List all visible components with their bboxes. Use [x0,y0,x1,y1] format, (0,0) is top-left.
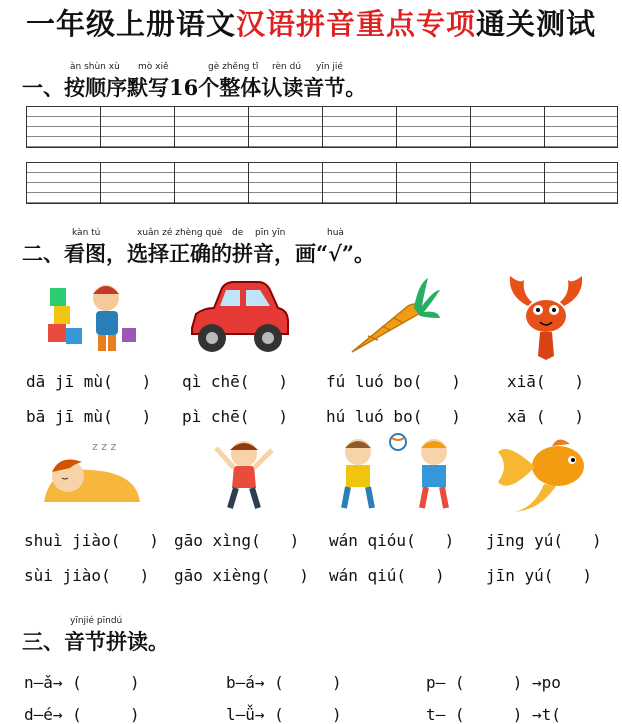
section1-heading: 一、按顺序默写16个整体认读音节。 [22,75,367,100]
spelling-item: t— ( ) →t( [426,705,561,724]
pinyin-annotation: gè zhěng tǐ [208,62,259,72]
pinyin-annotation: mò xiě [138,62,169,72]
kids-ball-icon [330,432,470,516]
carrot-icon [348,276,440,358]
option-text: xiā( ) [507,372,585,391]
title-part1: 一年级上册语文 [25,7,236,41]
option-text: xā ( ) [507,407,585,426]
writing-grid-1 [26,106,618,148]
pinyin-annotation: pīn yīn [255,228,286,238]
pinyin-annotation: kàn tú [72,228,101,238]
goldfish-icon [494,432,598,516]
blocks-boy-icon [40,276,140,358]
spelling-item: d—é→ ( ) [24,705,140,724]
option-text: dā jī mù( ) [26,372,152,391]
sleeping-child-icon [40,436,144,512]
happy-boy-icon [210,436,280,514]
section2-heading: 二、看图，选择正确的拼音，画“√”。 [22,241,375,266]
option-text: gāo xièng( ) [174,566,309,585]
section3-heading: 三、音节拼读。 [22,629,169,654]
spelling-item: n—ǎ→ ( ) [24,673,140,692]
pinyin-annotation: àn shùn xù [70,62,120,72]
spelling-item: b—á→ ( ) [226,673,342,692]
writing-grid-2 [26,162,618,204]
title-part2: 汉语拼音重点专项 [235,7,476,41]
option-text: shuì jiào( ) [24,531,159,550]
option-text: fú luó bo( ) [326,372,461,391]
page-title [0,2,622,43]
pinyin-annotation: huà [327,228,344,238]
spelling-item: l—ǚ→ ( ) [226,705,342,724]
option-text: bā jī mù( ) [26,407,152,426]
pinyin-annotation: xuǎn zé zhèng què [137,228,223,238]
pinyin-annotation: rèn dú [272,62,302,72]
option-text: qì chē( ) [182,372,288,391]
option-text: gāo xìng( ) [174,531,300,550]
svg-text:z z z: z z z [92,440,117,453]
option-text: jīng yú( ) [486,531,602,550]
option-text: jīn yú( ) [486,566,592,585]
option-text: wán qiú( ) [329,566,445,585]
pinyin-annotation: yīn jié [316,62,343,72]
pinyin-annotation: de [232,228,244,238]
option-text: wán qióu( ) [329,531,455,550]
spelling-item: p— ( ) →po [426,673,561,692]
car-icon [184,278,292,358]
option-text: pì chē( ) [182,407,288,426]
title-part3: 通关测试 [476,7,597,41]
option-text: sùi jiào( ) [24,566,150,585]
pinyin-annotation: yīnjié pīndú [70,616,123,626]
option-text: hú luó bo( ) [326,407,461,426]
crayfish-icon [500,272,590,362]
